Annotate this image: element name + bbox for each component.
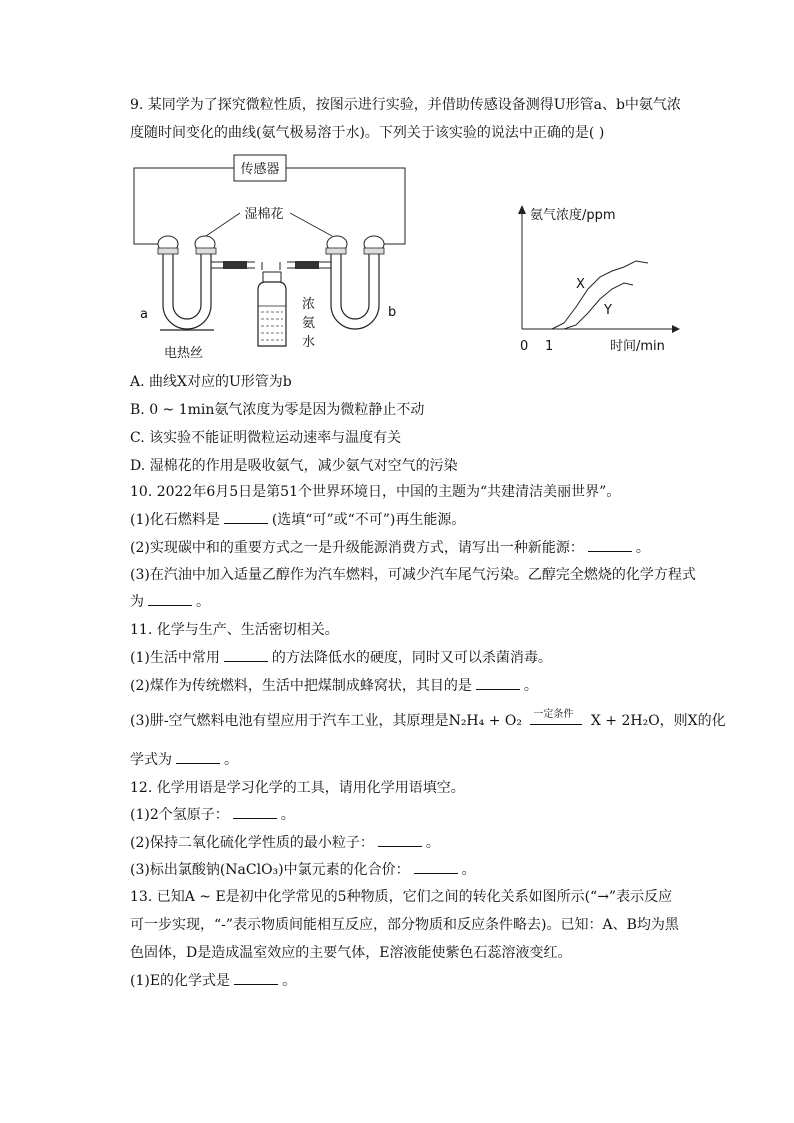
q11-part3-continued	[130, 751, 238, 769]
y-axis-arrow-icon	[518, 205, 526, 214]
q12-part2-end: 。	[425, 835, 440, 851]
q11-part2-end: 。	[523, 678, 538, 694]
q11-part3	[130, 709, 726, 730]
cotton-label: 湿棉花	[244, 207, 284, 222]
q9-option-a: A. 曲线X对应的U形管为b	[130, 374, 292, 390]
q13-stem-line2: 可一步实现，“-”表示物质间能相互反应，部分物质和反应条件略去)。已知：A、B均为黑	[130, 917, 679, 933]
q10-part3-text: 为	[130, 594, 144, 610]
sensor-label: 传感器	[240, 162, 280, 177]
tube-a-label: a	[140, 307, 148, 322]
q12-part1-end: 。	[280, 807, 295, 823]
answer-blank[interactable]	[476, 677, 520, 690]
equation-reactants: N₂H₄ + O₂	[448, 713, 522, 729]
q11-part3-end: 。	[224, 752, 238, 768]
ammonia-label-2: 氨	[302, 316, 316, 331]
q10-part1-text-2: (选填“可”或“不可”)再生能源。	[271, 512, 466, 528]
q10-stem: 10. 2022年6月5日是第51个世界环境日，中国的主题为“共建清洁美丽世界”。	[130, 484, 621, 500]
origin-label: 0	[520, 339, 529, 354]
answer-blank[interactable]	[224, 649, 268, 662]
q13-stem-line3: 色固体，D是造成温室效应的主要气体，E溶液能使紫色石蕊溶液变红。	[130, 945, 572, 961]
equation-products: X + 2H₂O，则X的化	[590, 713, 726, 729]
q9-stem-line2: 度随时间变化的曲线(氨气极易溶于水)。下列关于该实验的说法中正确的是( )	[130, 125, 605, 141]
q11-part1	[130, 649, 552, 667]
answer-blank[interactable]	[588, 539, 632, 552]
answer-blank[interactable]	[378, 834, 422, 847]
q13-part1-end: 。	[282, 973, 297, 989]
q12-part1-text: (1)2个氢原子：	[130, 807, 229, 823]
q10-part2-text: (2)实现碳中和的重要方式之一是升级能源消费方式，请写出一种新能源：	[130, 540, 584, 556]
x-axis-arrow-icon	[672, 325, 680, 333]
q13-part1	[130, 972, 296, 990]
series-y-line	[564, 283, 633, 329]
ammonia-label-1: 浓	[302, 297, 316, 312]
answer-blank[interactable]	[414, 861, 458, 874]
x-tick-label: 1	[545, 339, 554, 354]
concentration-chart	[0, 0, 794, 370]
answer-blank[interactable]	[148, 593, 192, 606]
q13-stem-line1: 13. 已知A ~ E是初中化学常见的5种物质，它们之间的转化关系如图所示(“→”表示反应	[130, 889, 673, 905]
q10-part1-text: (1)化石燃料是	[130, 512, 220, 528]
q10-part3-end: 。	[196, 594, 210, 610]
q10-part3-continued	[130, 593, 210, 611]
q12-part3-end: 。	[461, 862, 476, 878]
q12-part3	[130, 861, 476, 879]
q10-part3: (3)在汽油中加入适量乙醇作为汽车燃料，可减少汽车尾气污染。乙醇完全燃烧的化学方程式	[130, 567, 696, 583]
q11-stem: 11. 化学与生产、生活密切相关。	[130, 622, 339, 638]
y-axis-label: 氨气浓度/ppm	[530, 208, 616, 223]
series-y-label: Y	[604, 303, 612, 318]
q12-part3-text: (3)标出氯酸钠(NaClO₃)中氯元素的化合价：	[130, 862, 410, 878]
q9-option-d: D. 湿棉花的作用是吸收氨气，减少氨气对空气的污染	[130, 458, 458, 474]
q11-part3-text-2: 学式为	[130, 752, 172, 768]
q12-part2	[130, 834, 440, 852]
q11-part2-text: (2)煤作为传统燃料，生活中把煤制成蜂窝状，其目的是	[130, 678, 472, 694]
series-x-line	[552, 261, 648, 329]
q12-part1	[130, 806, 295, 824]
answer-blank[interactable]	[234, 972, 278, 985]
q9-option-c: C. 该实验不能证明微粒运动速率与温度有关	[130, 430, 402, 446]
series-x-label: X	[576, 277, 585, 292]
tube-b-label: b	[388, 305, 397, 320]
q9-option-b: B. 0 ~ 1min氨气浓度为零是因为微粒静止不动	[130, 402, 425, 418]
q10-part2-end: 。	[635, 540, 650, 556]
q13-part1-text: (1)E的化学式是	[130, 973, 231, 989]
reaction-condition: 一定条件	[533, 709, 574, 720]
ammonia-label-3: 水	[302, 335, 316, 350]
x-axis-label: 时间/min	[610, 339, 665, 354]
q12-stem: 12. 化学用语是学习化学的工具，请用化学用语填空。	[130, 780, 465, 796]
answer-blank[interactable]	[233, 806, 277, 819]
reaction-arrow	[530, 709, 582, 725]
q11-part1-text: (1)生活中常用	[130, 650, 220, 666]
q11-part1-text-2: 的方法降低水的硬度，同时又可以杀菌消毒。	[271, 650, 552, 666]
q10-part1	[130, 511, 465, 529]
q11-part2	[130, 677, 538, 695]
q11-part3-text: (3)肼-空气燃料电池有望应用于汽车工业，其原理是	[130, 713, 449, 729]
answer-blank[interactable]	[224, 511, 268, 524]
q10-part2	[130, 539, 650, 557]
heater-label: 电热丝	[164, 346, 204, 361]
q12-part2-text: (2)保持二氧化硫化学性质的最小粒子：	[130, 835, 374, 851]
q9-stem-line1: 9. 某同学为了探究微粒性质，按图示进行实验，并借助传感设备测得U形管a、b中氨气浓	[130, 97, 681, 113]
answer-blank[interactable]	[176, 751, 220, 764]
